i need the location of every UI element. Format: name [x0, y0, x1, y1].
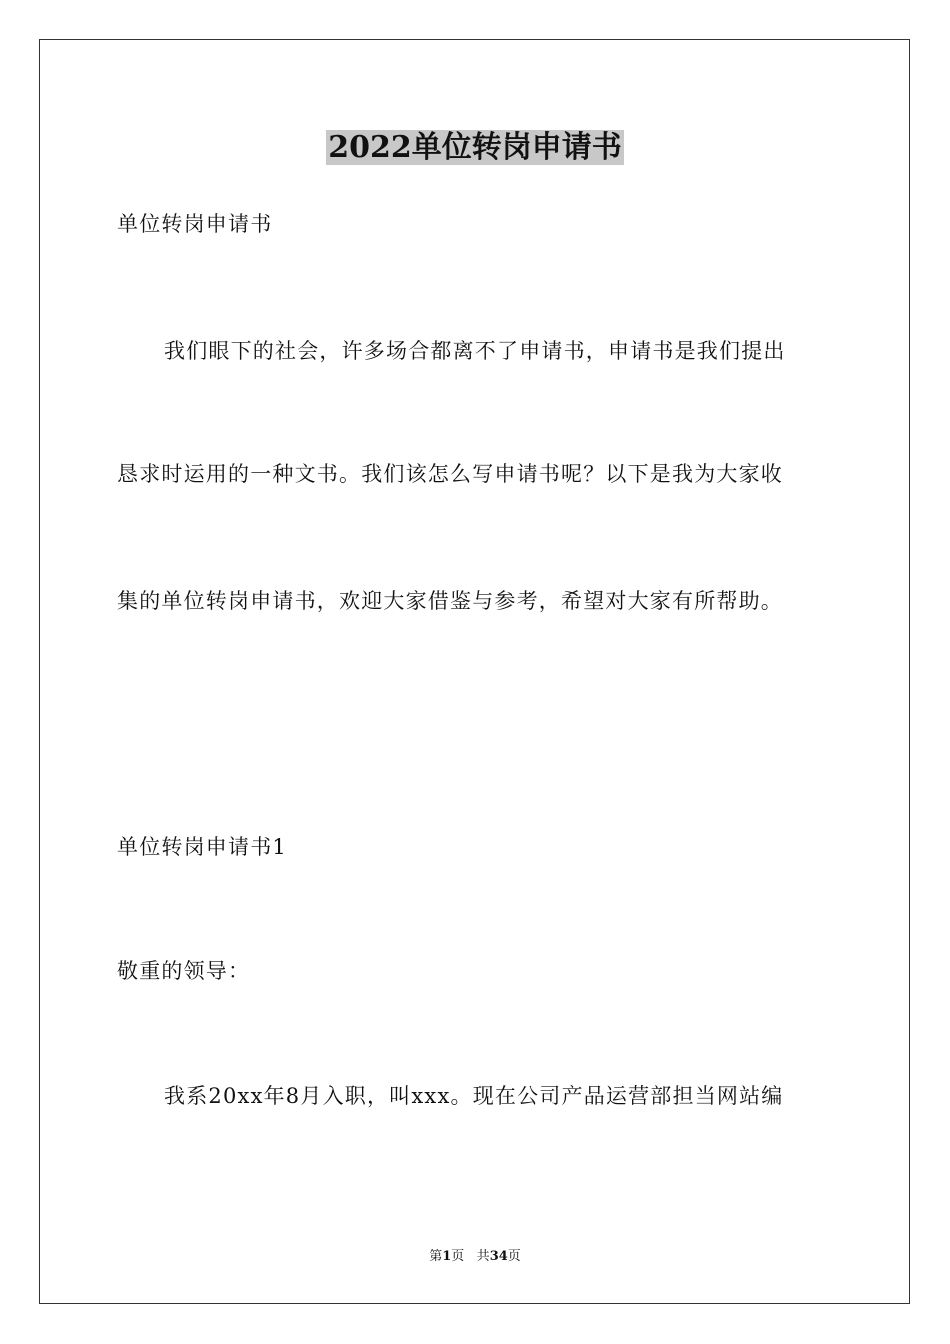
- intro-line-3: 集的单位转岗申请书，欢迎大家借鉴与参考，希望对大家有所帮助。: [117, 589, 783, 613]
- salutation: 敬重的领导：: [117, 959, 251, 983]
- body-line: 我系20xx年8月入职，叫xxx。现在公司产品运营部担当网站编: [164, 1084, 784, 1108]
- section-heading: 单位转岗申请书1: [117, 835, 287, 859]
- document-title-text: 2022单位转岗申请书: [328, 130, 622, 165]
- page-footer: [0, 1248, 950, 1266]
- footer-total-pages: 34: [489, 1249, 508, 1264]
- subtitle: 单位转岗申请书: [117, 212, 273, 236]
- document-title: [0, 128, 950, 168]
- footer-page-number: 1: [442, 1249, 452, 1264]
- footer-prefix: 第: [429, 1249, 443, 1264]
- intro-line-1: 我们眼下的社会，许多场合都离不了申请书，申请书是我们提出: [164, 339, 786, 363]
- footer-page-suffix: 页: [451, 1249, 465, 1264]
- footer-total-prefix: 共: [476, 1249, 490, 1264]
- footer-total-suffix: 页: [507, 1249, 521, 1264]
- intro-line-2: 恳求时运用的一种文书。我们该怎么写申请书呢？以下是我为大家收: [117, 462, 783, 486]
